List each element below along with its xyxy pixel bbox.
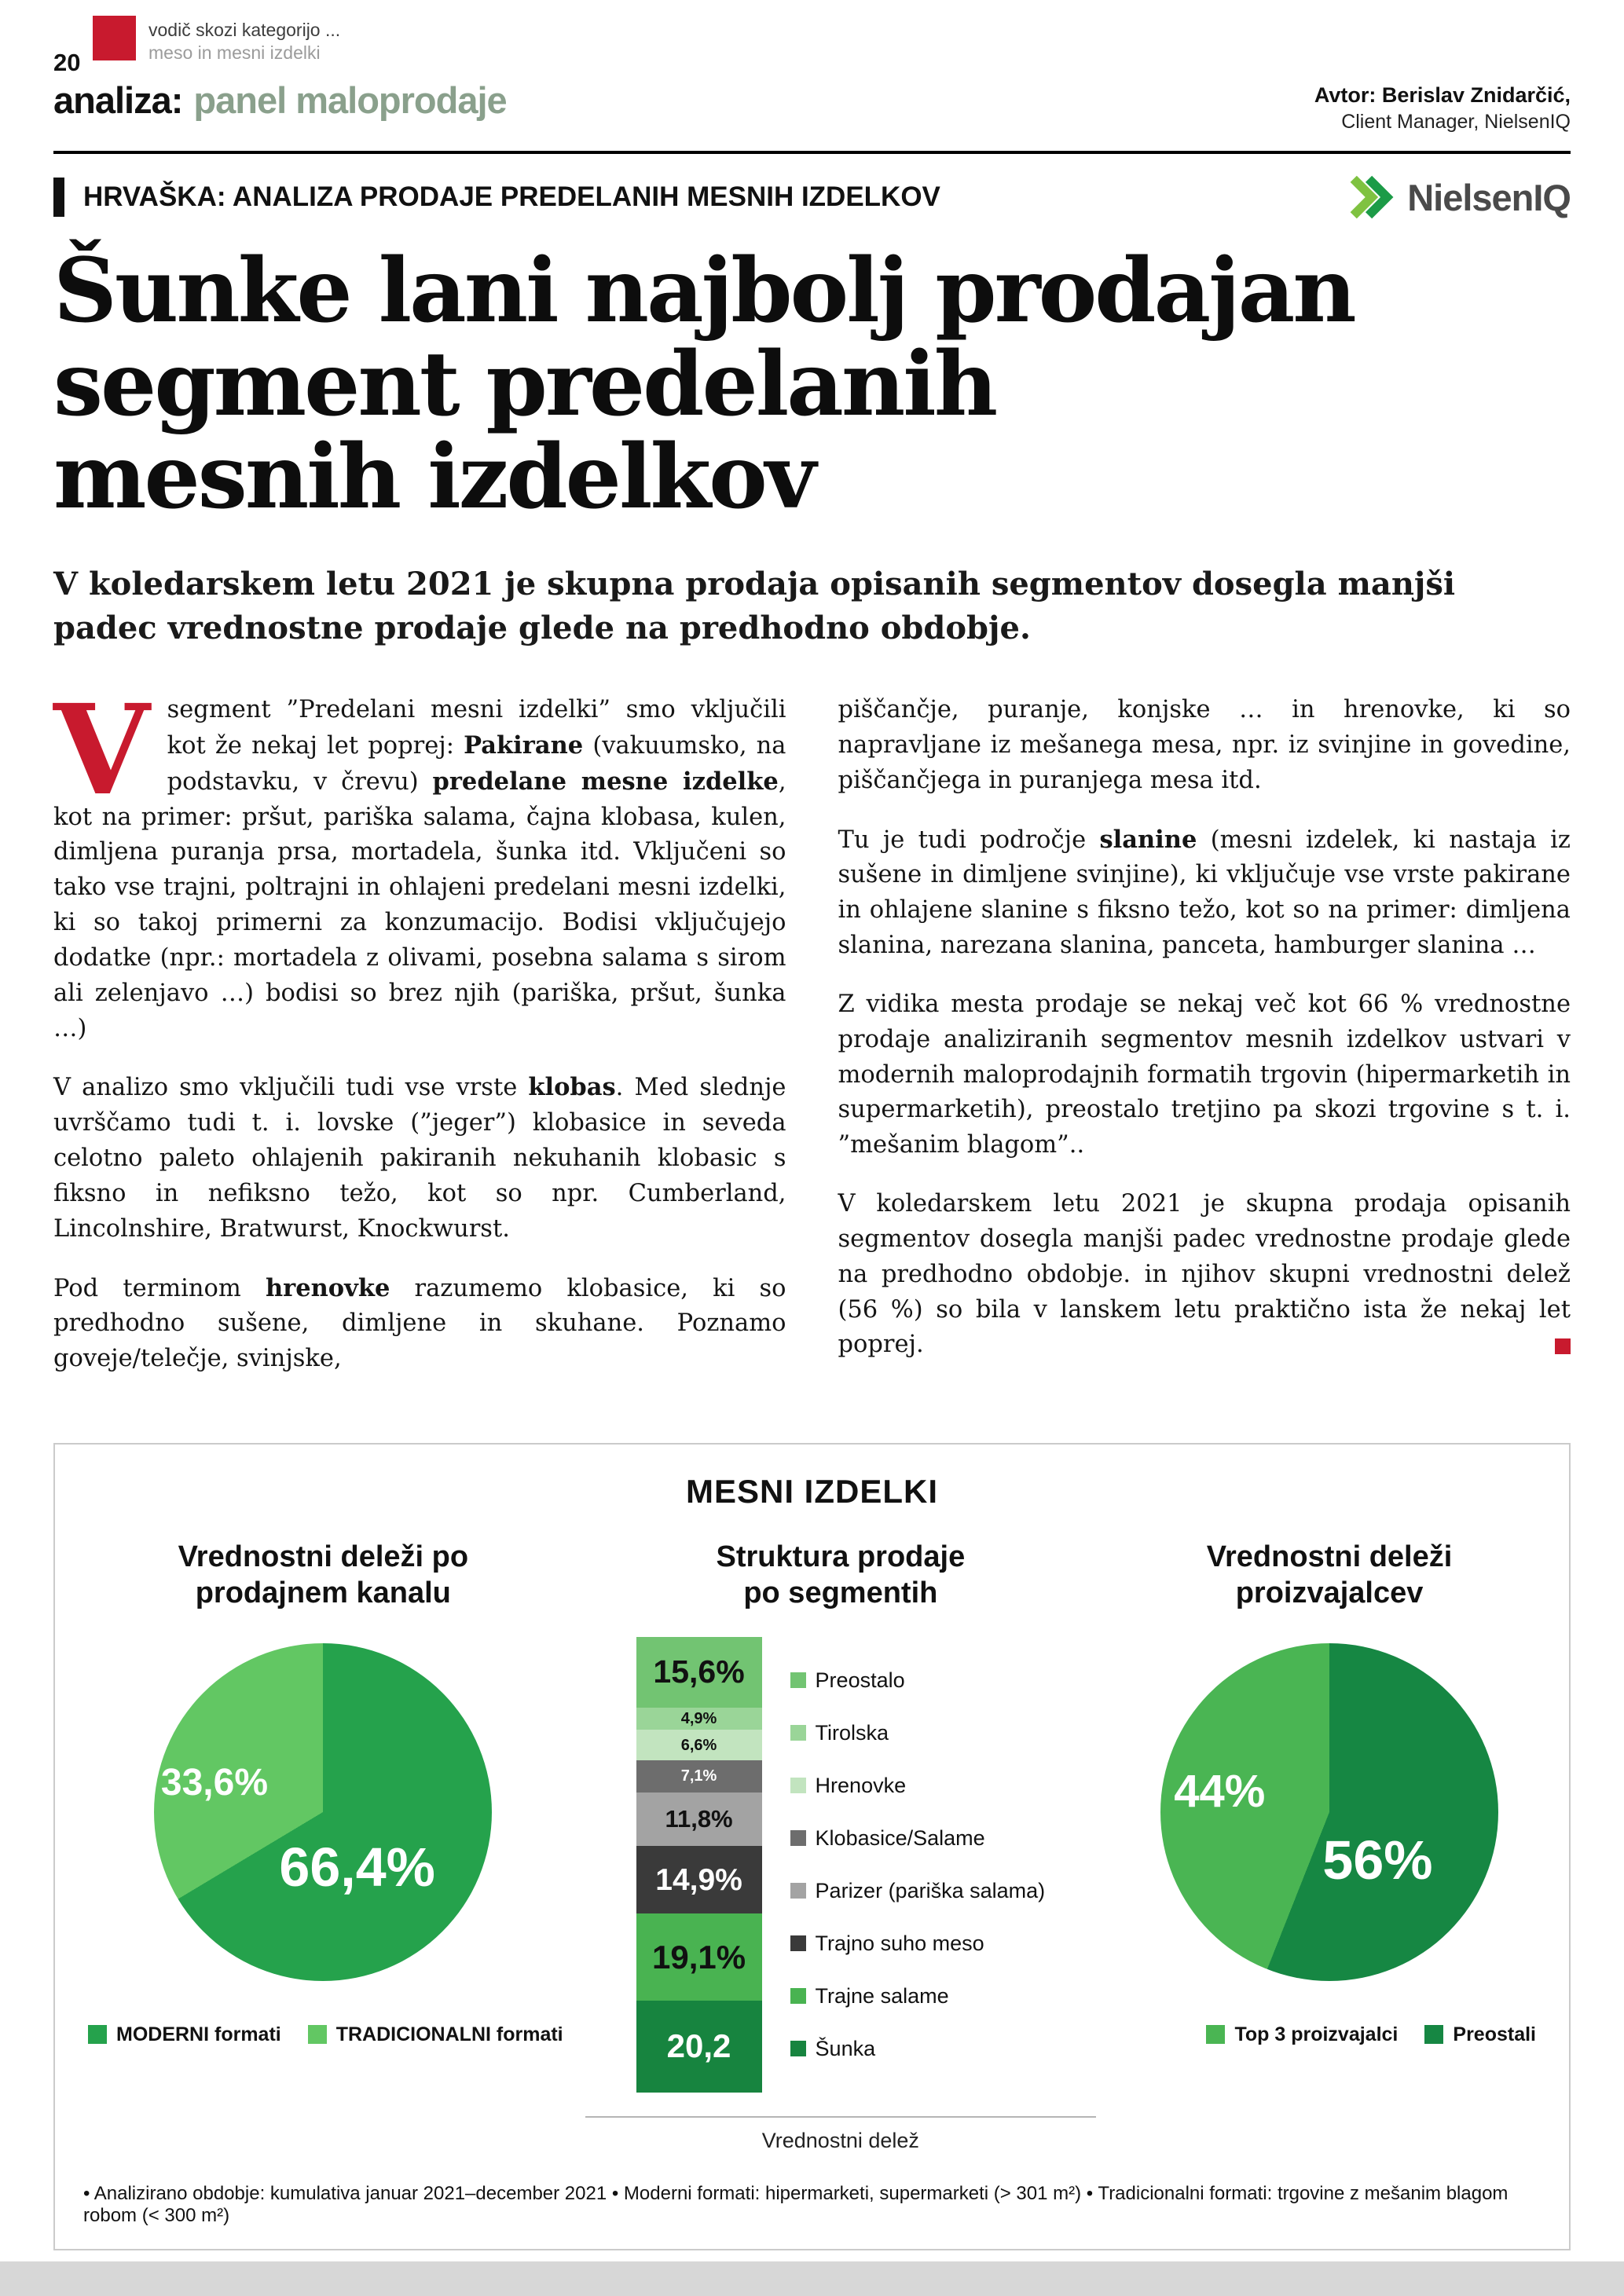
pie-label-preostali: 56% (1322, 1829, 1433, 1891)
body-column-2 (838, 693, 1571, 1401)
author-name: Avtor: Berislav Znidarčić, (1314, 83, 1571, 107)
author-role: Client Manager, NielsenIQ (1341, 111, 1571, 134)
pie-label-top3: 44% (1174, 1765, 1266, 1817)
channel-chart-title: Vrednostni deleži po prodajnem kanalu (178, 1540, 469, 1610)
charts-panel (53, 1443, 1571, 2250)
bar-segment-label: 11,8% (665, 1805, 733, 1833)
pie-label-tradicionalni: 33,6% (160, 1762, 269, 1804)
legend-label: Hrenovke (815, 1773, 907, 1797)
bar-segment (636, 1760, 762, 1792)
producers-chart-column (1118, 1539, 1541, 2153)
article-body (53, 678, 1571, 1401)
headline-line: mesnih izdelkov (53, 426, 814, 529)
author-credit (1314, 82, 1571, 135)
kicker-line2: meso in mesni izdelki (148, 42, 321, 63)
panel-title: MESNI IZDELKI (685, 1473, 938, 1511)
bar-segment (636, 1913, 762, 2001)
legend-swatch (790, 1830, 806, 1846)
pie-label-moderni: 66,4% (279, 1836, 435, 1898)
legend-swatch (790, 1883, 806, 1899)
legend-swatch (308, 2025, 327, 2044)
legend-label: Tirolska (815, 1720, 889, 1745)
eyebrow-row (53, 174, 1571, 220)
article-eyebrow (53, 178, 940, 217)
legend-label: Klobasice/Salame (815, 1825, 985, 1850)
legend-swatch (790, 1725, 806, 1741)
paragraph: Z vidika mesta prodaje se nekaj več kot 66 % vrednostne prodaje analiziranih segmentov mesnih izdelkov ustvari v modernih maloprodajnih formatih trgovin (hipermarketih in supermarketih), preostalo tretjino pa skozi trgovine s t. i. ”mešanim blagom”.. (838, 990, 1571, 1159)
legend-swatch (790, 1935, 806, 1951)
legend-swatch (1206, 2025, 1225, 2044)
paragraph: Tu je tudi področje slanine (mesni izdelek, ki nastaja iz sušene in dimljene svinjine), ki vključuje vse vrste pakirane in ohlajene slanine s fiksno težo, kot so na primer: dimljena slanina, narezana slanina, panceta, hamburger slanina … (838, 825, 1571, 960)
bar-segment-label: 19,1% (652, 1938, 746, 1976)
paragraph (838, 1187, 1571, 1363)
segments-chart-title: Struktura prodaje po segmentih (716, 1540, 966, 1610)
legend-label: Parizer (pariška salama) (815, 1878, 1046, 1902)
producers-pie-wrap (1160, 1643, 1498, 1981)
legend-swatch (790, 1988, 806, 2004)
legend-swatch (790, 1778, 806, 1793)
bar-segment-label: 14,9% (655, 1862, 742, 1897)
legend-label: Preostalo (815, 1668, 905, 1692)
section-label-analiza: analiza: (53, 79, 183, 121)
legend-item (88, 2023, 281, 2046)
legend-swatch (88, 2025, 107, 2044)
body-column-1 (53, 678, 786, 1401)
bar-segment (636, 1637, 762, 1708)
masthead (53, 14, 1571, 154)
nielseniq-chevrons-icon (1344, 174, 1396, 220)
paragraph-text: segment ”Predelani mesni izdelki” smo vključili kot že nekaj let poprej: Pakirane (vakuumsko, na podstavku, v črevu) predelane mesne izdelke, kot na primer: pršut, pariška salama, čajna klobasa, kulen, dimljena puranja prsa, mortadela, šunka itd. Vključeni so tako vse trajni, poltrajni in ohlajeni predelani mesni izdelki, ki so takoj primerni za konzumacijo. Bodisi vključujejo dodatke (npr.: mortadela z olivami, posebna salama s sirom ali zelenjavo …) bodisi so brez njih (pariška, pršut, šunka …) (53, 696, 786, 1042)
eyebrow-bar (53, 178, 64, 217)
legend-label: Trajno suho meso (815, 1931, 984, 1955)
producers-legend (1118, 2023, 1541, 2046)
legend-label: TRADICIONALNI formati (335, 2023, 563, 2045)
legend-item (308, 2023, 563, 2046)
paragraph: piščančje, puranje, konjske … in hrenovke, ki so napravljane iz mešanega mesa, npr. iz svinjine in govedine, piščančjega in puranjega mesa itd. (838, 696, 1571, 794)
bar-segment-label: 4,9% (680, 1710, 717, 1728)
channel-legend (83, 2023, 563, 2046)
bar-segment-label: 6,6% (680, 1736, 717, 1754)
producers-chart-title: Vrednostni deleži proizvajalcev (1206, 1540, 1453, 1610)
segments-stacked-bar (636, 1637, 762, 2093)
paragraph: V analizo smo vključili tudi vse vrste klobas. Med slednje uvrščamo tudi t. i. lovske (”jeger”) klobasice in seveda celotno paleto ohlajenih pakiranih nekuhanih klobasic s fiksno in nefiksno težo, kot so npr. Cumberland, Lincolnshire, Bratwurst, Knockwurst. (53, 1073, 786, 1243)
page-footer-bar (0, 2261, 1624, 2296)
legend-swatch (790, 1672, 806, 1688)
kicker (93, 16, 340, 64)
paragraph: Pod terminom hrenovke razumemo klobasice, ki so predhodno sušene, dimljene in skuhane. Poznamo goveje/telečje, svinjske, (53, 1273, 786, 1373)
article-eyebrow-text: HRVAŠKA: ANALIZA PRODAJE PREDELANIH MESNIH IZDELKOV (83, 181, 940, 212)
legend-item (790, 1774, 1046, 1798)
nielseniq-logo (1344, 174, 1571, 220)
bar-segment-label: 15,6% (653, 1653, 745, 1690)
paragraph (53, 678, 786, 1046)
page-number: 20 (53, 49, 81, 76)
legend-item (790, 2037, 1046, 2061)
charts-row (83, 1539, 1541, 2153)
panel-footnote: • Analizirano obdobje: kumulativa januar 2021–december 2021 • Moderni formati: hipermarketi, supermarketi (> 301 m²) • Tradicionalni formati: trgovine z mešanim blagom robom (< 300 m²) (83, 2182, 1509, 2226)
legend-label: Top 3 proizvajalci (1234, 2023, 1399, 2045)
bar-segment (636, 2001, 762, 2093)
kicker-line1: vodič skozi kategorijo ... (148, 20, 341, 40)
segments-legend (790, 1668, 1046, 2061)
channel-pie-chart (154, 1643, 492, 1981)
legend-item (790, 1984, 1046, 2009)
legend-label: MODERNI formati (116, 2023, 281, 2045)
red-square-logo (93, 16, 136, 60)
headline-line: Šunke lani najbolj prodajan (53, 240, 1355, 342)
x-axis-label: Vrednostni delež (585, 2116, 1096, 2153)
legend-item (790, 1721, 1046, 1745)
drop-cap: V (53, 678, 150, 824)
bar-segment-label: 7,1% (680, 1767, 717, 1785)
article-end-mark (1555, 1338, 1571, 1354)
bar-segment (636, 1708, 762, 1730)
section-label (53, 79, 507, 122)
bar-segment (636, 1730, 762, 1760)
legend-label: Šunka (815, 2036, 876, 2060)
bar-segment (636, 1846, 762, 1913)
legend-label: Trajne salame (815, 1983, 949, 2008)
bar-segment (636, 1792, 762, 1846)
legend-item (790, 1879, 1046, 1903)
bar-segment-label: 20,2 (666, 2027, 731, 2065)
legend-label: Preostali (1453, 2023, 1536, 2045)
legend-item (1424, 2023, 1536, 2046)
legend-swatch (1424, 2025, 1443, 2044)
paragraph-text: V koledarskem letu 2021 je skupna prodaja opisanih segmentov dosegla manjši padec vrednostne prodaje glede na predhodno obdobje. in njihov skupni vrednostni delež (56 %) so bila v lanskem letu praktično ista že nekaj let poprej. (838, 1190, 1571, 1359)
nielseniq-wordmark: NielsenIQ (1407, 176, 1571, 218)
legend-swatch (790, 2041, 806, 2056)
headline-line: segment predelanih (53, 332, 996, 436)
segments-bar-area (563, 1637, 1118, 2093)
segments-chart-column (563, 1539, 1118, 2153)
lead-paragraph: V koledarskem letu 2021 je skupna prodaja opisanih segmentov dosegla manjši padec vrednostne prodaje glede na predhodno obdobje. (53, 566, 1456, 647)
legend-item (1206, 2023, 1398, 2046)
channel-chart-column (83, 1539, 563, 2153)
channel-pie-wrap (154, 1643, 492, 1981)
legend-item (790, 1932, 1046, 1956)
legend-item (790, 1668, 1046, 1693)
section-label-panel: panel maloprodaje (193, 79, 507, 121)
headline (53, 240, 1571, 529)
kicker-text (148, 16, 340, 64)
legend-item (790, 1826, 1046, 1851)
